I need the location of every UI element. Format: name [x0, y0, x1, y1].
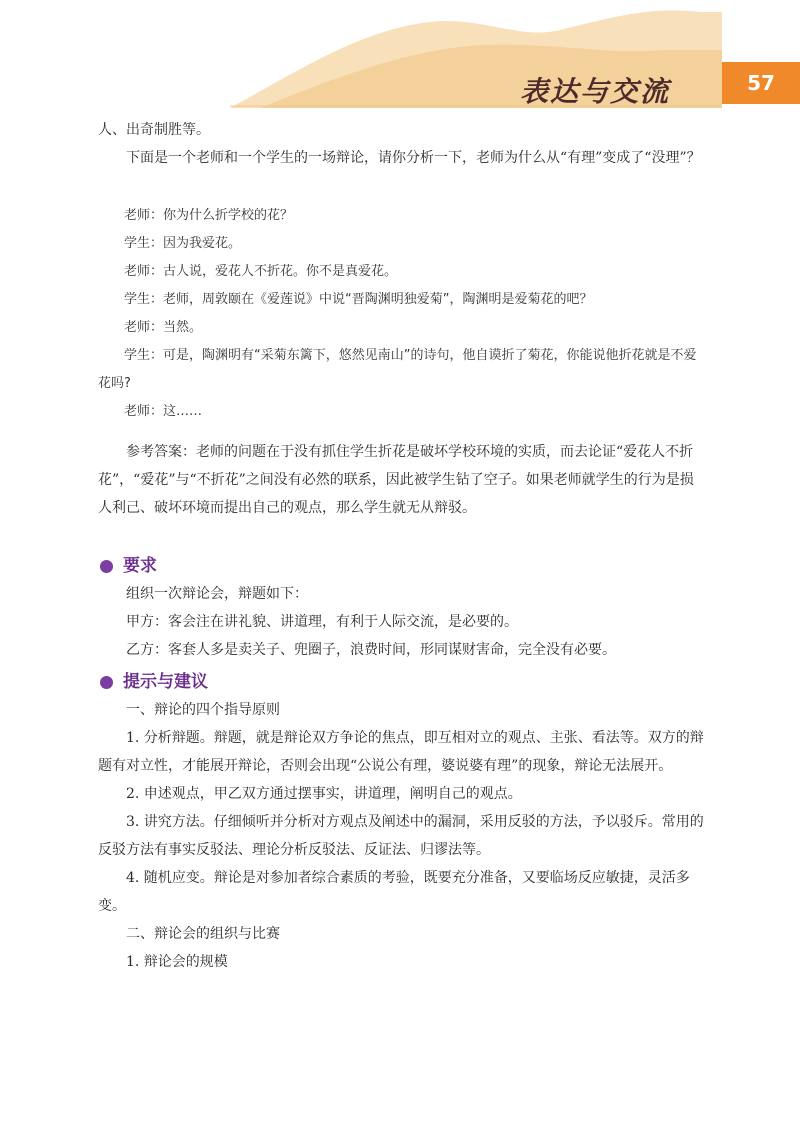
dialogue-line: 学生：因为我爱花。 — [124, 236, 242, 251]
tips-item: 1. 辩论会的规模 — [126, 954, 228, 970]
tips-item: 2. 申述观点，甲乙双方通过摆事实，讲道理，阐明自己的观点。 — [126, 786, 522, 802]
tips-item: 1. 分析辩题。辩题，就是辩论双方争论的焦点，即互相对立的观点、主张、看法等。双方的辩题有对立性，才能展开辩论，否则会出现“公说公有理，婆说婆有理”的现象，辩论无法展开。 — [98, 730, 704, 774]
dialogue-line: 学生：可是，陶渊明有“采菊东篱下，悠然见南山”的诗句，他自谟折了菊花，你能说他折花就是不爱花吗? — [98, 348, 697, 391]
dialogue-line: 老师：这…… — [124, 404, 203, 419]
bullet-dot-icon — [100, 560, 113, 573]
tips-item: 二、辩论会的组织与比赛 — [126, 926, 280, 942]
requirements-line: 乙方：客套人多是卖关子、兜圈子，浪费时间，形同谋财害命，完全没有必要。 — [126, 642, 616, 658]
tips-heading-label: 提示与建议 — [123, 672, 208, 692]
tips-heading — [100, 668, 704, 696]
page-number: 57 — [722, 62, 800, 104]
chapter-title: 表达与交流 — [520, 75, 671, 108]
requirements-heading-label: 要求 — [123, 556, 157, 576]
dialogue-line: 老师：你为什么折学校的花？ — [124, 208, 294, 223]
dialogue-line: 老师：当然。 — [124, 320, 203, 335]
tips-item: 4. 随机应变。辩论是对参加者综合素质的考验，既要充分准备，又要临场反应敏捷，灵活多变。 — [98, 870, 690, 914]
page-content — [98, 116, 704, 976]
bullet-dot-icon — [100, 676, 113, 689]
header-brush-band — [0, 0, 800, 115]
dialogue-block — [98, 202, 704, 426]
reference-answer: 参考答案：老师的问题在于没有抓住学生折花是破坏学校环境的实质，而去论证“爱花人不折花”，“爱花”与“不折花”之间没有必然的联系，因此被学生钻了空子。如果老师就学生的行为是损人利己、破坏环境而提出自己的观点，那么学生就无从辩驳。 — [98, 444, 694, 516]
tips-item: 一、辩论的四个指导原则 — [126, 702, 280, 718]
requirements-line: 甲方：客会注在讲礼貌、讲道理，有利于人际交流，是必要的。 — [126, 614, 518, 630]
intro-line-1: 人、出奇制胜等。 — [98, 122, 210, 138]
requirements-line: 组织一次辩论会，辩题如下： — [126, 586, 308, 602]
dialogue-line: 学生：老师，周敦颐在《爱莲说》中说“晋陶渊明独爱菊”，陶渊明是爱菊花的吧？ — [124, 292, 593, 307]
intro-line-2: 下面是一个老师和一个学生的一场辩论，请你分析一下，老师为什么从“有理”变成了“没理”？ — [126, 150, 701, 166]
tips-item: 3. 讲究方法。仔细倾听并分析对方观点及阐述中的漏洞，采用反驳的方法，予以驳斥。常用的反驳方法有事实反驳法、理论分析反驳法、反证法、归谬法等。 — [98, 814, 704, 858]
requirements-heading — [100, 552, 704, 580]
dialogue-line: 老师：古人说，爱花人不折花。你不是真爱花。 — [124, 264, 398, 279]
